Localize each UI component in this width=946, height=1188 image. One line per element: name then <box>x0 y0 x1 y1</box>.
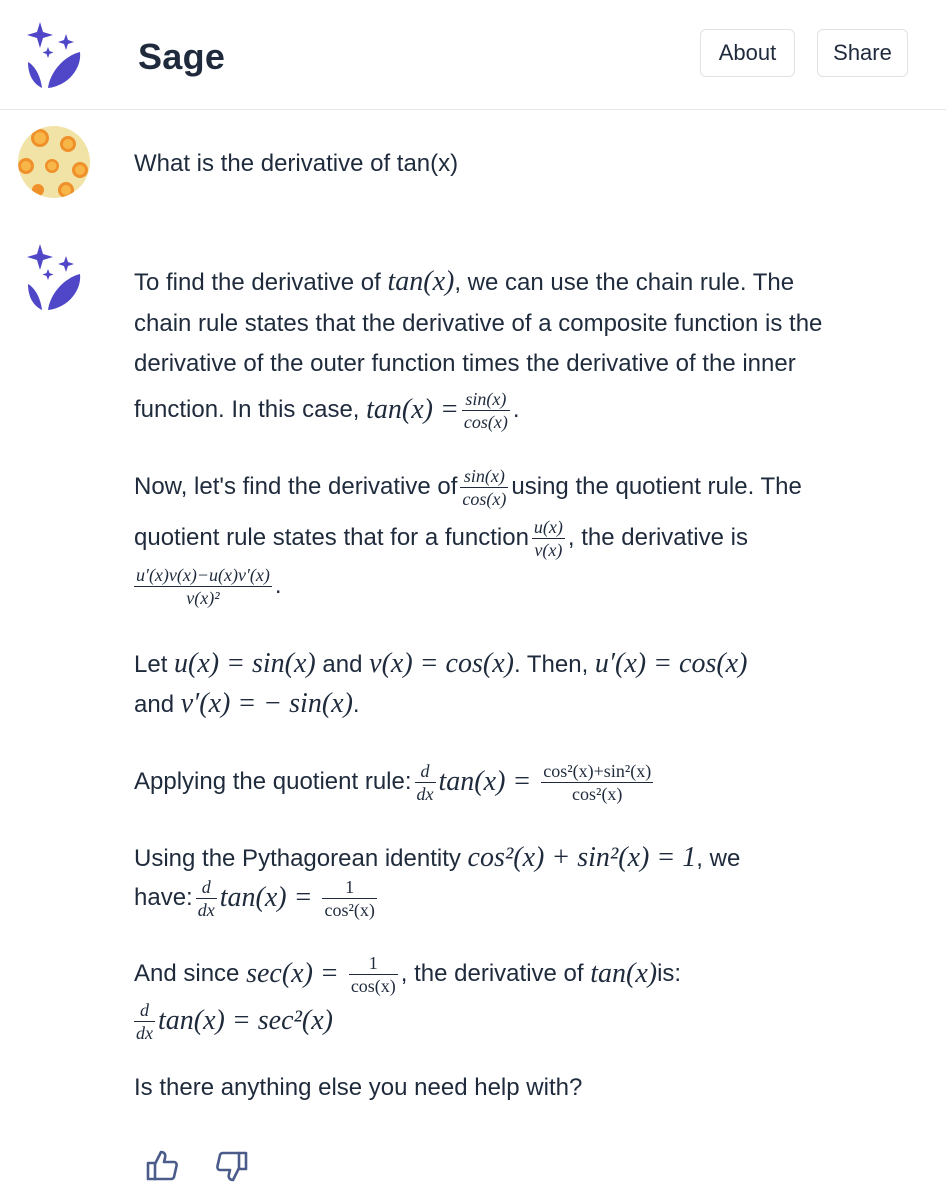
derivative-operator <box>134 1000 155 1043</box>
fraction-numerator: cos²(x)+sin²(x) <box>543 760 652 781</box>
text: have: <box>134 884 193 911</box>
fraction-denominator: dx <box>136 1022 153 1043</box>
fraction <box>349 953 398 996</box>
text: , the derivative of <box>400 960 584 987</box>
fraction-denominator: dx <box>416 783 434 804</box>
fraction-numerator: u(x) <box>533 516 563 537</box>
app-header <box>0 0 946 110</box>
fraction-numerator: sin(x) <box>462 389 510 411</box>
answer-line <box>134 516 748 560</box>
fraction <box>532 517 565 560</box>
text: , we <box>696 845 741 872</box>
fraction-numerator: d <box>415 761 436 783</box>
text: . <box>512 396 520 423</box>
orange-slices-avatar-icon <box>18 126 90 198</box>
fraction-denominator: cos²(x) <box>572 783 623 804</box>
answer-line <box>134 842 740 875</box>
answer-line <box>134 388 520 432</box>
fraction <box>134 565 272 608</box>
fraction-numerator: 1 <box>349 953 398 975</box>
answer-line <box>134 266 794 299</box>
math-inline: tan(x) <box>590 958 658 989</box>
answer-line <box>134 874 380 922</box>
fraction-numerator: d <box>134 1000 155 1022</box>
fraction-numerator: sin(x) <box>460 466 508 488</box>
text: Now, let's find the derivative of <box>134 473 458 500</box>
thumbs-down-icon[interactable] <box>214 1148 250 1184</box>
text: . Then, <box>513 651 595 678</box>
answer-line <box>134 648 747 681</box>
text: quotient rule states that for a function <box>134 524 529 551</box>
sparkle-leaf-logo-icon <box>22 20 88 90</box>
math-inline: tan(x) = <box>219 882 313 913</box>
sparkle-leaf-bot-avatar-icon <box>22 242 88 312</box>
fraction-numerator: d <box>196 877 217 899</box>
fraction-numerator: u′(x)v(x)−u(x)v′(x) <box>136 564 270 585</box>
fraction <box>541 761 653 804</box>
answer-line <box>134 464 802 510</box>
text: Applying the quotient rule: <box>134 768 412 795</box>
text: To find the derivative of <box>134 269 388 296</box>
answer-line <box>134 950 681 998</box>
math-inline: sec(x) = <box>246 958 339 989</box>
derivative-operator <box>415 761 436 804</box>
text: Let <box>134 651 175 678</box>
answer-line: Is there anything else you need help with? <box>134 1074 583 1101</box>
answer-line <box>134 998 333 1044</box>
text: , the derivative is <box>567 524 748 551</box>
text: And since <box>134 960 240 987</box>
math-inline: u′(x) = cos(x) <box>594 648 748 679</box>
math-inline: tan(x) = sec²(x) <box>158 1005 333 1036</box>
text: , we can use the chain rule. The <box>454 269 795 296</box>
fraction-denominator: v(x) <box>534 539 563 560</box>
fraction-denominator: dx <box>197 899 215 920</box>
answer-line <box>134 758 656 806</box>
math-inline: tan(x) = <box>438 766 532 797</box>
math-inline: cos²(x) + sin²(x) = 1 <box>467 842 697 873</box>
fraction-denominator: cos(x) <box>463 411 508 432</box>
math-inline: v(x) = cos(x) <box>369 648 514 679</box>
math-inline: u(x) = sin(x) <box>174 648 316 679</box>
fraction-denominator: cos²(x) <box>324 899 375 920</box>
text: and <box>134 691 181 718</box>
derivative-operator <box>196 877 217 920</box>
thumbs-up-icon[interactable] <box>144 1148 180 1184</box>
share-button[interactable]: Share <box>817 29 908 77</box>
text: using the quotient rule. The <box>511 473 802 500</box>
math-inline: tan(x) <box>387 266 455 297</box>
text: . <box>274 572 282 599</box>
fraction-numerator: 1 <box>322 877 376 899</box>
answer-line <box>134 688 360 721</box>
fraction-denominator: v(x)² <box>186 587 220 608</box>
app-title: Sage <box>138 36 226 77</box>
answer-line <box>134 564 282 608</box>
fraction <box>460 466 508 509</box>
fraction <box>462 389 510 432</box>
answer-line: derivative of the outer function times the derivative of the inner <box>134 350 796 377</box>
fraction-denominator: cos(x) <box>350 975 396 996</box>
text: function. In this case, <box>134 396 360 423</box>
fraction-denominator: cos(x) <box>462 488 507 509</box>
user-message: What is the derivative of tan(x) <box>134 150 459 177</box>
text: . <box>352 691 360 718</box>
fraction <box>322 877 376 920</box>
text: Using the Pythagorean identity <box>134 845 468 872</box>
text: and <box>315 651 370 678</box>
about-button[interactable]: About <box>700 29 795 77</box>
answer-line: chain rule states that the derivative of a composite function is the <box>134 310 823 337</box>
text: is: <box>657 960 682 987</box>
math-inline: v′(x) = − sin(x) <box>180 688 353 719</box>
math-inline: tan(x) = <box>366 394 459 425</box>
user-avatar <box>18 126 90 198</box>
